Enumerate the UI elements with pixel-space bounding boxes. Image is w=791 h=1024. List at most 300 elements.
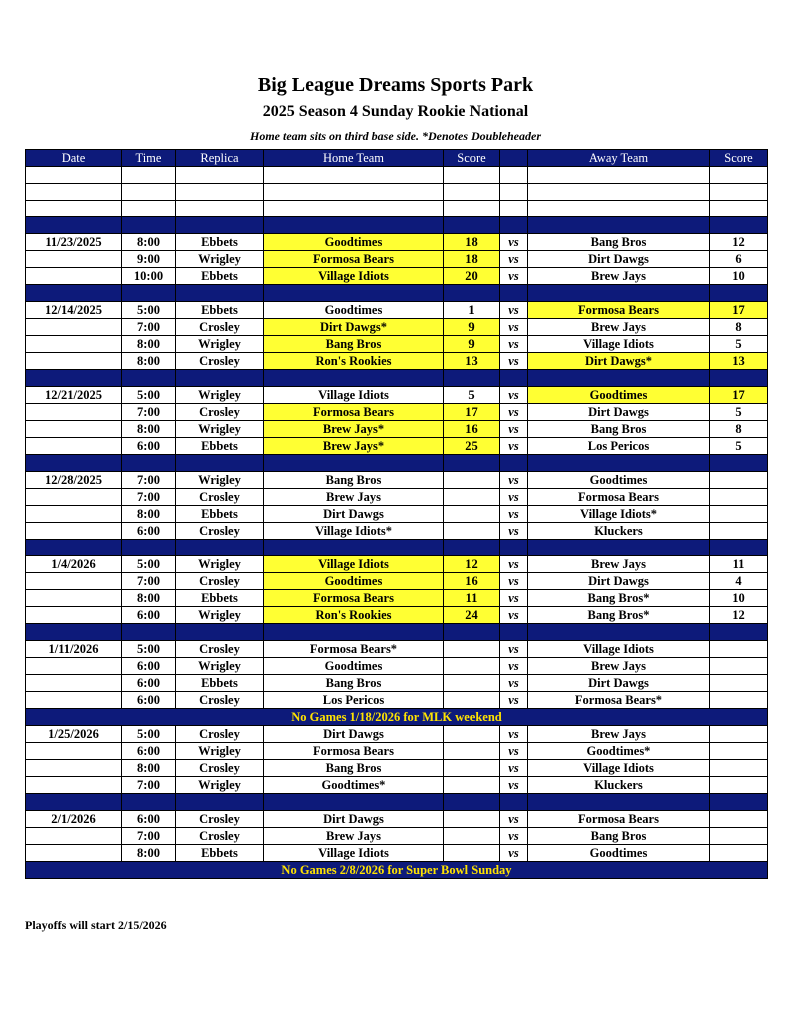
home-score: 25 bbox=[444, 437, 500, 454]
game-date: 11/23/2025 bbox=[26, 234, 122, 251]
separator-cell bbox=[444, 624, 500, 641]
separator-cell bbox=[444, 217, 500, 234]
game-time: 9:00 bbox=[122, 251, 176, 268]
vs-label: vs bbox=[500, 268, 528, 285]
game-date bbox=[26, 760, 122, 777]
game-replica: Wrigley bbox=[176, 251, 264, 268]
game-row bbox=[26, 420, 768, 437]
home-score bbox=[444, 844, 500, 861]
away-team: Brew Jays bbox=[528, 726, 710, 743]
game-replica: Crosley bbox=[176, 692, 264, 709]
separator-cell bbox=[26, 539, 122, 556]
game-time: 6:00 bbox=[122, 743, 176, 760]
separator-cell bbox=[528, 454, 710, 471]
game-date bbox=[26, 335, 122, 352]
vs-label: vs bbox=[500, 827, 528, 844]
blank-row bbox=[26, 167, 768, 184]
separator-cell bbox=[26, 624, 122, 641]
game-time: 10:00 bbox=[122, 268, 176, 285]
home-score bbox=[444, 488, 500, 505]
game-time: 7:00 bbox=[122, 777, 176, 794]
game-time: 6:00 bbox=[122, 607, 176, 624]
home-score: 16 bbox=[444, 573, 500, 590]
game-row bbox=[26, 403, 768, 420]
week-separator bbox=[26, 217, 768, 234]
game-date bbox=[26, 827, 122, 844]
schedule-note: Home team sits on third base side. *Denotes Doubleheader bbox=[250, 129, 541, 143]
col-home-team: Home Team bbox=[264, 150, 444, 167]
separator-cell bbox=[264, 285, 444, 302]
away-team: Kluckers bbox=[528, 522, 710, 539]
home-score: 5 bbox=[444, 386, 500, 403]
game-date bbox=[26, 607, 122, 624]
home-score: 24 bbox=[444, 607, 500, 624]
away-team: Goodtimes* bbox=[528, 743, 710, 760]
separator-cell bbox=[264, 539, 444, 556]
game-replica: Ebbets bbox=[176, 437, 264, 454]
home-team: Bang Bros bbox=[264, 675, 444, 692]
separator-cell bbox=[528, 369, 710, 386]
home-team: Goodtimes bbox=[264, 234, 444, 251]
home-score: 16 bbox=[444, 420, 500, 437]
vs-label: vs bbox=[500, 726, 528, 743]
away-score: 5 bbox=[710, 403, 768, 420]
separator-cell bbox=[122, 217, 176, 234]
empty-cell bbox=[176, 183, 264, 200]
empty-cell bbox=[176, 167, 264, 184]
away-team: Bang Bros* bbox=[528, 607, 710, 624]
separator-cell bbox=[710, 539, 768, 556]
away-score bbox=[710, 522, 768, 539]
empty-cell bbox=[176, 200, 264, 217]
game-time: 7:00 bbox=[122, 573, 176, 590]
away-team: Goodtimes bbox=[528, 471, 710, 488]
vs-label: vs bbox=[500, 403, 528, 420]
home-score bbox=[444, 827, 500, 844]
separator-cell bbox=[444, 285, 500, 302]
home-score bbox=[444, 522, 500, 539]
separator-cell bbox=[500, 217, 528, 234]
game-date bbox=[26, 692, 122, 709]
away-team: Bang Bros bbox=[528, 234, 710, 251]
empty-cell bbox=[500, 167, 528, 184]
vs-label: vs bbox=[500, 607, 528, 624]
separator-cell bbox=[500, 624, 528, 641]
away-score bbox=[710, 692, 768, 709]
game-replica: Crosley bbox=[176, 573, 264, 590]
game-replica: Wrigley bbox=[176, 556, 264, 573]
away-team: Los Pericos bbox=[528, 437, 710, 454]
game-date bbox=[26, 675, 122, 692]
game-time: 8:00 bbox=[122, 844, 176, 861]
home-score: 9 bbox=[444, 335, 500, 352]
empty-cell bbox=[710, 200, 768, 217]
header-row bbox=[26, 150, 768, 167]
home-score: 20 bbox=[444, 268, 500, 285]
separator-cell bbox=[528, 217, 710, 234]
away-team: Dirt Dawgs bbox=[528, 675, 710, 692]
separator-cell bbox=[176, 454, 264, 471]
empty-cell bbox=[528, 200, 710, 217]
separator-cell bbox=[176, 369, 264, 386]
separator-cell bbox=[26, 217, 122, 234]
game-replica: Ebbets bbox=[176, 234, 264, 251]
game-row bbox=[26, 335, 768, 352]
game-date bbox=[26, 352, 122, 369]
separator-cell bbox=[444, 794, 500, 811]
game-replica: Ebbets bbox=[176, 505, 264, 522]
home-team: Village Idiots* bbox=[264, 522, 444, 539]
away-team: Formosa Bears bbox=[528, 488, 710, 505]
away-score bbox=[710, 658, 768, 675]
game-date: 1/4/2026 bbox=[26, 556, 122, 573]
vs-label: vs bbox=[500, 675, 528, 692]
game-row bbox=[26, 641, 768, 658]
home-score: 1 bbox=[444, 301, 500, 318]
vs-label: vs bbox=[500, 760, 528, 777]
away-score: 6 bbox=[710, 251, 768, 268]
separator-cell bbox=[710, 285, 768, 302]
home-team: Formosa Bears bbox=[264, 743, 444, 760]
game-time: 5:00 bbox=[122, 726, 176, 743]
empty-cell bbox=[26, 167, 122, 184]
game-date: 1/11/2026 bbox=[26, 641, 122, 658]
home-score: 9 bbox=[444, 318, 500, 335]
game-row bbox=[26, 386, 768, 403]
empty-cell bbox=[710, 167, 768, 184]
vs-label: vs bbox=[500, 471, 528, 488]
game-date: 12/28/2025 bbox=[26, 471, 122, 488]
away-team: Goodtimes bbox=[528, 386, 710, 403]
separator-cell bbox=[26, 369, 122, 386]
home-score: 11 bbox=[444, 590, 500, 607]
no-games-notice bbox=[26, 709, 768, 726]
game-date bbox=[26, 437, 122, 454]
vs-label: vs bbox=[500, 352, 528, 369]
vs-label: vs bbox=[500, 743, 528, 760]
away-score: 12 bbox=[710, 234, 768, 251]
away-score bbox=[710, 844, 768, 861]
playoffs-note: Playoffs will start 2/15/2026 bbox=[25, 918, 167, 932]
game-replica: Crosley bbox=[176, 827, 264, 844]
game-row bbox=[26, 268, 768, 285]
away-team: Dirt Dawgs bbox=[528, 403, 710, 420]
away-team: Village Idiots* bbox=[528, 505, 710, 522]
empty-cell bbox=[122, 167, 176, 184]
game-replica: Ebbets bbox=[176, 268, 264, 285]
home-team: Dirt Dawgs bbox=[264, 810, 444, 827]
away-score bbox=[710, 726, 768, 743]
game-replica: Crosley bbox=[176, 726, 264, 743]
game-row bbox=[26, 505, 768, 522]
home-team: Bang Bros bbox=[264, 335, 444, 352]
empty-cell bbox=[264, 183, 444, 200]
game-row bbox=[26, 692, 768, 709]
home-team: Goodtimes* bbox=[264, 777, 444, 794]
separator-cell bbox=[264, 454, 444, 471]
game-date bbox=[26, 743, 122, 760]
separator-cell bbox=[444, 369, 500, 386]
away-team: Dirt Dawgs* bbox=[528, 352, 710, 369]
vs-label: vs bbox=[500, 505, 528, 522]
game-row bbox=[26, 607, 768, 624]
game-replica: Crosley bbox=[176, 403, 264, 420]
separator-cell bbox=[264, 217, 444, 234]
away-score bbox=[710, 760, 768, 777]
game-row bbox=[26, 844, 768, 861]
game-replica: Wrigley bbox=[176, 471, 264, 488]
vs-label: vs bbox=[500, 437, 528, 454]
separator-cell bbox=[122, 794, 176, 811]
game-time: 7:00 bbox=[122, 318, 176, 335]
empty-cell bbox=[264, 200, 444, 217]
home-score bbox=[444, 641, 500, 658]
game-replica: Ebbets bbox=[176, 301, 264, 318]
game-replica: Wrigley bbox=[176, 743, 264, 760]
away-team: Goodtimes bbox=[528, 844, 710, 861]
game-row bbox=[26, 810, 768, 827]
game-replica: Crosley bbox=[176, 488, 264, 505]
week-separator bbox=[26, 624, 768, 641]
week-separator bbox=[26, 369, 768, 386]
empty-cell bbox=[122, 183, 176, 200]
col-date: Date bbox=[26, 150, 122, 167]
no-games-text: No Games 2/8/2026 for Super Bowl Sunday bbox=[26, 861, 768, 878]
away-team: Brew Jays bbox=[528, 268, 710, 285]
home-team: Dirt Dawgs bbox=[264, 726, 444, 743]
game-replica: Ebbets bbox=[176, 590, 264, 607]
no-games-notice bbox=[26, 861, 768, 878]
game-time: 6:00 bbox=[122, 437, 176, 454]
away-score bbox=[710, 777, 768, 794]
game-date bbox=[26, 318, 122, 335]
away-score bbox=[710, 743, 768, 760]
away-score: 11 bbox=[710, 556, 768, 573]
game-replica: Wrigley bbox=[176, 335, 264, 352]
home-team: Formosa Bears bbox=[264, 251, 444, 268]
away-score: 8 bbox=[710, 420, 768, 437]
empty-cell bbox=[444, 200, 500, 217]
home-team: Goodtimes bbox=[264, 573, 444, 590]
home-score: 18 bbox=[444, 234, 500, 251]
home-team: Ron's Rookies bbox=[264, 352, 444, 369]
game-row bbox=[26, 301, 768, 318]
separator-cell bbox=[500, 539, 528, 556]
schedule-body bbox=[26, 167, 768, 879]
week-separator bbox=[26, 794, 768, 811]
game-replica: Wrigley bbox=[176, 420, 264, 437]
empty-cell bbox=[500, 183, 528, 200]
game-row bbox=[26, 251, 768, 268]
away-team: Bang Bros bbox=[528, 420, 710, 437]
vs-label: vs bbox=[500, 488, 528, 505]
vs-label: vs bbox=[500, 556, 528, 573]
game-row bbox=[26, 488, 768, 505]
home-team: Goodtimes bbox=[264, 301, 444, 318]
home-team: Brew Jays bbox=[264, 488, 444, 505]
home-team: Village Idiots bbox=[264, 386, 444, 403]
home-score bbox=[444, 760, 500, 777]
game-date bbox=[26, 573, 122, 590]
home-team: Formosa Bears bbox=[264, 403, 444, 420]
page-title: Big League Dreams Sports Park bbox=[257, 74, 534, 96]
game-date bbox=[26, 522, 122, 539]
game-replica: Crosley bbox=[176, 810, 264, 827]
away-score: 5 bbox=[710, 437, 768, 454]
home-score bbox=[444, 810, 500, 827]
away-team: Bang Bros* bbox=[528, 590, 710, 607]
away-score: 4 bbox=[710, 573, 768, 590]
game-replica: Wrigley bbox=[176, 607, 264, 624]
away-score: 8 bbox=[710, 318, 768, 335]
home-team: Village Idiots bbox=[264, 844, 444, 861]
game-date bbox=[26, 505, 122, 522]
vs-label: vs bbox=[500, 386, 528, 403]
game-replica: Crosley bbox=[176, 641, 264, 658]
game-time: 7:00 bbox=[122, 488, 176, 505]
separator-cell bbox=[500, 285, 528, 302]
separator-cell bbox=[176, 794, 264, 811]
game-replica: Ebbets bbox=[176, 675, 264, 692]
away-team: Bang Bros bbox=[528, 827, 710, 844]
game-row bbox=[26, 760, 768, 777]
away-team: Formosa Bears* bbox=[528, 692, 710, 709]
col-vs bbox=[500, 150, 528, 167]
game-time: 5:00 bbox=[122, 386, 176, 403]
away-score: 12 bbox=[710, 607, 768, 624]
game-time: 5:00 bbox=[122, 301, 176, 318]
col-replica: Replica bbox=[176, 150, 264, 167]
separator-cell bbox=[528, 285, 710, 302]
game-date bbox=[26, 658, 122, 675]
no-games-text: No Games 1/18/2026 for MLK weekend bbox=[26, 709, 768, 726]
home-score bbox=[444, 658, 500, 675]
away-score bbox=[710, 810, 768, 827]
vs-label: vs bbox=[500, 318, 528, 335]
game-time: 8:00 bbox=[122, 352, 176, 369]
vs-label: vs bbox=[500, 420, 528, 437]
game-time: 6:00 bbox=[122, 810, 176, 827]
game-date bbox=[26, 251, 122, 268]
away-team: Dirt Dawgs bbox=[528, 573, 710, 590]
game-date: 12/21/2025 bbox=[26, 386, 122, 403]
separator-cell bbox=[176, 624, 264, 641]
game-time: 6:00 bbox=[122, 675, 176, 692]
game-row bbox=[26, 471, 768, 488]
home-team: Formosa Bears* bbox=[264, 641, 444, 658]
game-date: 1/25/2026 bbox=[26, 726, 122, 743]
home-team: Goodtimes bbox=[264, 658, 444, 675]
game-replica: Wrigley bbox=[176, 658, 264, 675]
home-score: 13 bbox=[444, 352, 500, 369]
separator-cell bbox=[500, 454, 528, 471]
game-time: 8:00 bbox=[122, 590, 176, 607]
game-row bbox=[26, 573, 768, 590]
game-replica: Crosley bbox=[176, 760, 264, 777]
vs-label: vs bbox=[500, 522, 528, 539]
separator-cell bbox=[528, 539, 710, 556]
home-score bbox=[444, 692, 500, 709]
away-score bbox=[710, 505, 768, 522]
home-team: Dirt Dawgs* bbox=[264, 318, 444, 335]
vs-label: vs bbox=[500, 777, 528, 794]
away-team: Village Idiots bbox=[528, 641, 710, 658]
away-team: Village Idiots bbox=[528, 760, 710, 777]
separator-cell bbox=[176, 285, 264, 302]
game-time: 7:00 bbox=[122, 403, 176, 420]
away-score bbox=[710, 471, 768, 488]
separator-cell bbox=[176, 217, 264, 234]
away-team: Brew Jays bbox=[528, 658, 710, 675]
separator-cell bbox=[528, 624, 710, 641]
game-date bbox=[26, 590, 122, 607]
col-time: Time bbox=[122, 150, 176, 167]
game-date bbox=[26, 844, 122, 861]
game-date bbox=[26, 268, 122, 285]
home-team: Los Pericos bbox=[264, 692, 444, 709]
away-team: Kluckers bbox=[528, 777, 710, 794]
vs-label: vs bbox=[500, 844, 528, 861]
home-team: Bang Bros bbox=[264, 760, 444, 777]
separator-cell bbox=[710, 794, 768, 811]
week-separator bbox=[26, 454, 768, 471]
vs-label: vs bbox=[500, 692, 528, 709]
blank-row bbox=[26, 183, 768, 200]
home-score: 18 bbox=[444, 251, 500, 268]
home-team: Brew Jays bbox=[264, 827, 444, 844]
empty-cell bbox=[528, 183, 710, 200]
away-team: Village Idiots bbox=[528, 335, 710, 352]
game-row bbox=[26, 437, 768, 454]
game-row bbox=[26, 234, 768, 251]
away-team: Formosa Bears bbox=[528, 301, 710, 318]
game-date bbox=[26, 403, 122, 420]
away-score bbox=[710, 827, 768, 844]
home-team: Village Idiots bbox=[264, 556, 444, 573]
col-home-score: Score bbox=[444, 150, 500, 167]
game-row bbox=[26, 318, 768, 335]
empty-cell bbox=[500, 200, 528, 217]
away-score: 5 bbox=[710, 335, 768, 352]
game-date: 2/1/2026 bbox=[26, 810, 122, 827]
separator-cell bbox=[122, 454, 176, 471]
separator-cell bbox=[264, 369, 444, 386]
game-time: 7:00 bbox=[122, 471, 176, 488]
vs-label: vs bbox=[500, 301, 528, 318]
game-date bbox=[26, 488, 122, 505]
separator-cell bbox=[176, 539, 264, 556]
game-time: 8:00 bbox=[122, 760, 176, 777]
game-time: 8:00 bbox=[122, 335, 176, 352]
separator-cell bbox=[264, 794, 444, 811]
separator-cell bbox=[710, 369, 768, 386]
separator-cell bbox=[710, 217, 768, 234]
game-row bbox=[26, 743, 768, 760]
vs-label: vs bbox=[500, 234, 528, 251]
vs-label: vs bbox=[500, 335, 528, 352]
game-row bbox=[26, 522, 768, 539]
game-date bbox=[26, 777, 122, 794]
home-team: Ron's Rookies bbox=[264, 607, 444, 624]
vs-label: vs bbox=[500, 251, 528, 268]
game-time: 6:00 bbox=[122, 658, 176, 675]
game-time: 8:00 bbox=[122, 234, 176, 251]
schedule-table bbox=[25, 149, 768, 879]
game-replica: Wrigley bbox=[176, 777, 264, 794]
vs-label: vs bbox=[500, 810, 528, 827]
game-row bbox=[26, 658, 768, 675]
home-team: Dirt Dawgs bbox=[264, 505, 444, 522]
